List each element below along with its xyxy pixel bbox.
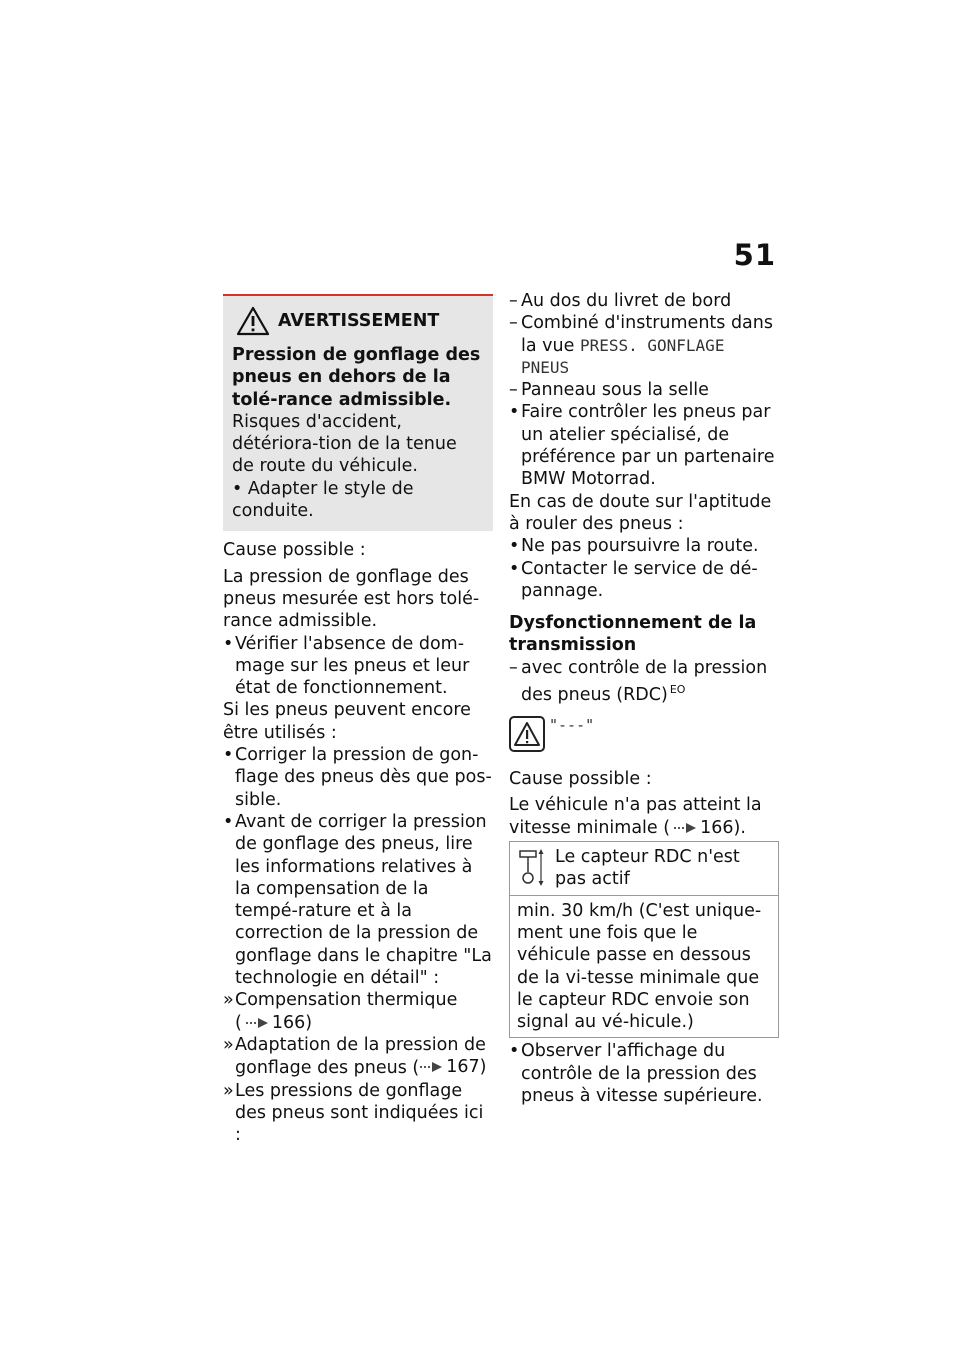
sub-item-thermal-text: Compensation thermique (235, 990, 458, 1011)
sub-item-adaptation-text: Adaptation de la pression de gonflage des pneus ( (235, 1034, 486, 1079)
check-bullet: • Vérifier l'absence de dom-mage sur les pneus et leur état de fonctionnement. (223, 633, 493, 700)
ref-thermal[interactable]: ( 166) (235, 1012, 313, 1033)
observe-bullet: • Observer l'affichage du contrôle de la pression des pneus à vitesse supérieure. (509, 1040, 781, 1107)
dash-item-booklet: – Au dos du livret de bord (509, 290, 781, 312)
spec-table-header-cell (510, 842, 779, 896)
page-ref-arrow-icon (673, 822, 697, 834)
warning-display-icon (509, 716, 545, 752)
spec-table-title: Le capteur RDC n'est pas actif (555, 847, 740, 890)
stop-bullet: • Ne pas poursuivre la route. (509, 535, 781, 557)
cause-text: La pression de gonflage des pneus mesurée est hors tolé-rance admissible. (223, 566, 480, 632)
warning-triangle-icon (236, 306, 270, 336)
warning-label: AVERTISSEMENT (278, 310, 440, 331)
correct-bullet: • Corriger la pression de gon-flage des pneus dès que pos-sible. (223, 744, 493, 811)
rdc-cause-label: Cause possible : (509, 769, 652, 790)
left-column (223, 294, 493, 1147)
page-number: 51 (733, 238, 776, 272)
ref-adaptation-page: 167) (446, 1057, 487, 1078)
dash-item-instrument (509, 312, 781, 379)
warning-text: Risques d'accident, détériora-tion de la tenue de route du véhicule. (232, 411, 457, 477)
right-column (509, 290, 781, 1107)
warning-box (223, 294, 493, 531)
rdc-dash-text: avec contrôle de la pression des pneus (RDC) (521, 657, 768, 705)
section-heading: Dysfonctionnement de la transmission (509, 613, 757, 656)
rdc-dash-item (509, 657, 781, 706)
doubt-text: En cas de doute sur l'aptitude à rouler des pneus : (509, 491, 772, 534)
if-usable-text: Si les pneus peuvent encore être utilisés : (223, 700, 471, 743)
rdc-sup: EO (669, 683, 686, 697)
spec-table-header-row (510, 842, 779, 896)
sub-item-thermal (223, 989, 493, 1034)
spec-table-body-row (510, 895, 779, 1038)
page-ref-arrow-icon (419, 1061, 443, 1073)
page-ref-arrow-icon (245, 1017, 269, 1029)
ref-thermal-page: 166) (271, 1012, 313, 1033)
before-bullet: • Avant de corriger la pression de gonflage des pneus, lire les informations relatives à la compensation de la tempé-rature et à la correction de la pression de gonflage dans le chapitre "La technologie en détail" : (223, 811, 493, 989)
sub-item-pressures: » Les pressions de gonflage des pneus sont indiquées ici : (223, 1080, 493, 1147)
rdc-cause-text (509, 794, 781, 839)
spec-table-value: min. 30 km/h (C'est unique-ment une fois que le véhicule passe en dessous de la vi-tesse minimale que le capteur RDC envoie son signal au vé-hicule.) (510, 895, 779, 1038)
warning-header (232, 306, 484, 336)
dash-item-seat-panel: – Panneau sous la selle (509, 379, 781, 401)
display-view-name: PRESS. GONFLAGE PNEUS (521, 335, 725, 377)
breakdown-bullet: • Contacter le service de dé-pannage. (509, 558, 781, 603)
technical-data-icon (517, 848, 545, 888)
spec-table (509, 841, 779, 1038)
rdc-cause-text-body: Le véhicule n'a pas atteint la vitesse minimale (509, 795, 762, 838)
ref-adaptation[interactable] (419, 1056, 486, 1078)
warning-heading: Pression de gonflage des pneus en dehors de la tolé-rance admissible. (232, 345, 481, 410)
sub-item-adaptation (223, 1034, 493, 1080)
cause-label: Cause possible : (223, 540, 366, 561)
workshop-bullet: • Faire contrôler les pneus par un atelier spécialisé, de préférence par un partenaire BMW Motorrad. (509, 401, 781, 490)
warning-bullet: • Adapter le style de conduite. (232, 478, 414, 522)
display-row (509, 716, 781, 752)
ref-min-speed[interactable]: ( 166). (663, 817, 746, 838)
ref-min-speed-page: 166). (700, 817, 746, 838)
display-value: "---" (549, 716, 595, 735)
dash-item-instrument-text: Combiné d'instruments dans la vue (521, 313, 773, 356)
